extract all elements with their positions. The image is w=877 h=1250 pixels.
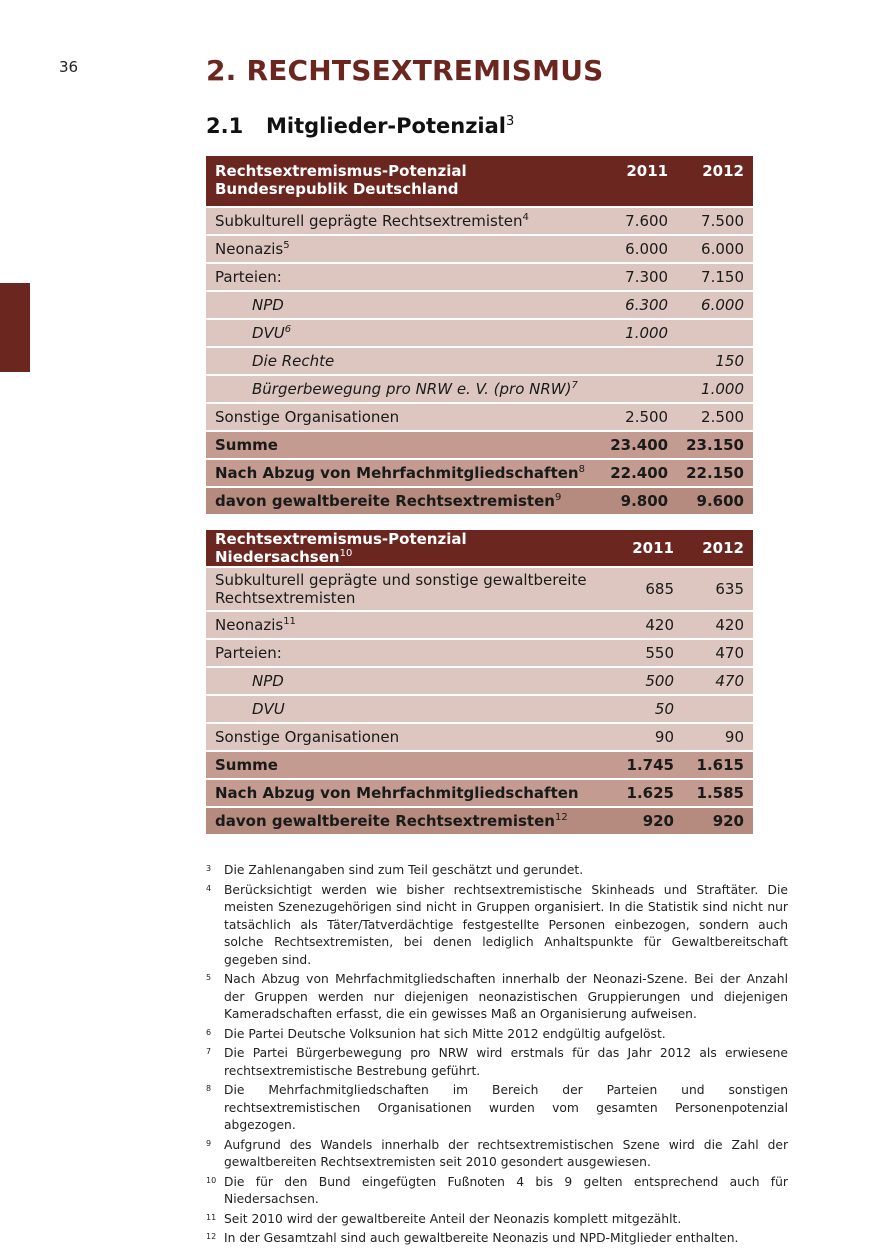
value-2012: 2.500: [677, 403, 753, 431]
value-2012: 6.000: [677, 291, 753, 319]
value-2011: [597, 375, 677, 403]
page-number: 36: [59, 58, 79, 76]
footnote-text: Die Partei Bürgerbewegung pro NRW wird erstmals für das Jahr 2012 als erwiesene rechtsextremistische Bestrebung geführt.: [224, 1046, 788, 1078]
value-2011: 1.745: [603, 751, 683, 779]
value-2012: 1.000: [677, 375, 753, 403]
table-header-row: [206, 530, 753, 567]
row-label: Parteien:: [215, 268, 282, 286]
value-2011: 22.400: [597, 459, 677, 487]
value-2012: 23.150: [677, 431, 753, 459]
row-label: Summe: [215, 756, 278, 774]
value-2012: 150: [677, 347, 753, 375]
header-year-2012: 2012: [683, 530, 753, 567]
value-2011: 23.400: [597, 431, 677, 459]
row-label: Sonstige Organisationen: [215, 728, 400, 746]
table-header-title: [206, 530, 603, 567]
value-2012: 7.150: [677, 263, 753, 291]
footnote-number: 12: [206, 1232, 217, 1241]
table-header-title: [206, 156, 597, 207]
footnote: [206, 862, 788, 880]
value-2012: 7.500: [677, 207, 753, 235]
footnote-number: 7: [206, 1047, 212, 1056]
footnote-text: Aufgrund des Wandels innerhalb der rechtsextremistischen Szene wird die Zahl der gewaltbereiten Rechtsextremisten seit 2010 gesondert ausgewiesen.: [224, 1137, 788, 1169]
row-label: NPD: [252, 296, 284, 314]
chapter-side-tab: [0, 283, 30, 372]
header-title-line1: Rechtsextremismus-Potenzial: [215, 162, 467, 180]
value-2012: 470: [683, 667, 753, 695]
value-2012: 1.585: [683, 779, 753, 807]
table-bund: [206, 156, 753, 516]
row-label: Bürgerbewegung pro NRW e. V. (pro NRW): [252, 380, 572, 398]
footnote-text: Die Mehrfachmitgliedschaften im Bereich der Parteien und sonstigen rechtsextremistischen Organisationen wurden vom gesamten Personenpotenzial abgezogen.: [224, 1083, 788, 1132]
footnote-ref: 8: [578, 464, 585, 475]
value-2012: 9.600: [677, 487, 753, 515]
table-row: [206, 667, 753, 695]
value-2012: 920: [683, 807, 753, 835]
value-2012: 1.615: [683, 751, 753, 779]
footnote-text: Die Zahlenangaben sind zum Teil geschätzt und gerundet.: [224, 863, 584, 877]
row-label: Nach Abzug von Mehrfachmitgliedschaften: [215, 464, 579, 482]
header-year-2012: 2012: [677, 156, 753, 207]
row-label: Subkulturell geprägte und sonstige gewaltbereite Rechtsextremisten: [215, 571, 587, 607]
footnote: [206, 1137, 788, 1172]
footnote-ref: 11: [283, 616, 296, 627]
table-row: [206, 319, 753, 347]
row-label: Neonazis: [215, 240, 284, 258]
footnote-number: 8: [206, 1084, 212, 1093]
value-2011: 550: [603, 639, 683, 667]
footnote-text: Die Partei Deutsche Volksunion hat sich Mitte 2012 endgültig aufgelöst.: [224, 1026, 666, 1041]
value-2011: 1.000: [597, 319, 677, 347]
row-label: Die Rechte: [252, 352, 335, 370]
value-2011: 50: [603, 695, 683, 723]
table-row: [206, 611, 753, 639]
value-2011: 2.500: [597, 403, 677, 431]
table-niedersachsen: [206, 530, 753, 836]
row-label: davon gewaltbereite Rechtsextremisten: [215, 492, 555, 510]
footnote-ref: 6: [284, 324, 292, 335]
chapter-title: 2. RECHTSEXTREMISMUS: [206, 54, 604, 87]
footnote-text: Die für den Bund eingefügten Fußnoten 4 bis 9 gelten entsprechend auch für Niedersachsen.: [224, 1174, 788, 1206]
footnote: [206, 1082, 788, 1135]
table-row: [206, 695, 753, 723]
row-label: Subkulturell geprägte Rechtsextremisten: [215, 212, 523, 230]
value-2012: 420: [683, 611, 753, 639]
row-label: Parteien:: [215, 644, 282, 662]
table-row-net-total: [206, 779, 753, 807]
row-label: davon gewaltbereite Rechtsextremisten: [215, 812, 555, 830]
section-number: 2.1: [206, 114, 244, 138]
footnote-number: 6: [206, 1027, 212, 1037]
footnotes: [206, 862, 788, 1250]
footnote-ref: 7: [571, 380, 578, 391]
header-title-line2: Bundesrepublik Deutschland: [215, 180, 459, 198]
footnote-text: Berücksichtigt werden wie bisher rechtsextremistische Skinheads und Straftäter. Die meisten Szenezugehörigen sind nicht in Gruppen organisiert. In die Statistik sind nicht nur tatsächlich als Täter/Tatverdächtige festgestellte Personen einbezogen, sondern auch solche Rechtsextremisten, bei denen lediglich Anhaltspunkte für Gewaltbereitschaft gegeben sind.: [224, 882, 788, 967]
footnote: [206, 1211, 788, 1229]
value-2011: 1.625: [603, 779, 683, 807]
footnote-ref: 12: [554, 812, 568, 823]
value-2011: 7.300: [597, 263, 677, 291]
footnote-number: 4: [206, 883, 212, 893]
table-row: [206, 567, 753, 611]
table-row-violent: [206, 487, 753, 515]
table-row: [206, 375, 753, 403]
footnote-ref: 5: [283, 240, 290, 251]
footnote-number: 3: [206, 864, 212, 873]
footnote-ref: 4: [522, 212, 529, 223]
value-2012: [677, 319, 753, 347]
value-2011: 90: [603, 723, 683, 751]
value-2011: 420: [603, 611, 683, 639]
footnote-number: 5: [206, 973, 212, 982]
table-row: [206, 723, 753, 751]
footnote: [206, 971, 788, 1024]
value-2011: 9.800: [597, 487, 677, 515]
row-label: Neonazis: [215, 616, 284, 634]
header-year-2011: 2011: [597, 156, 677, 207]
table-row: [206, 639, 753, 667]
table-row: [206, 291, 753, 319]
value-2012: 6.000: [677, 235, 753, 263]
value-2011: 6.300: [597, 291, 677, 319]
row-label: Nach Abzug von Mehrfachmitgliedschaften: [215, 784, 579, 802]
footnote-ref: 10: [339, 548, 353, 559]
value-2012: 22.150: [677, 459, 753, 487]
value-2012: 635: [683, 567, 753, 611]
table-row: [206, 263, 753, 291]
footnote: [206, 1230, 788, 1248]
footnote-ref: 9: [554, 492, 562, 503]
footnote-number: 9: [206, 1138, 212, 1148]
table-header-row: [206, 156, 753, 207]
footnote-text: In der Gesamtzahl sind auch gewaltbereite Neonazis und NPD-Mitglieder enthalten.: [224, 1231, 739, 1245]
table-row: [206, 403, 753, 431]
table-row-violent: [206, 807, 753, 835]
section-title-text: Mitglieder-Potenzial: [266, 114, 506, 138]
table-row-total: [206, 431, 753, 459]
footnote-number: 11: [206, 1212, 217, 1222]
footnote: [206, 1045, 788, 1080]
table-row-net-total: [206, 459, 753, 487]
value-2011: 920: [603, 807, 683, 835]
footnote-text: Nach Abzug von Mehrfachmitgliedschaften innerhalb der Neonazi-Szene. Bei der Anzahl der Gruppen werden nur diejenigen neonazistischen Gruppierungen und diejenigen Kameradschaften erfasst, die ein gewisses Maß an Organisierung aufweisen.: [224, 972, 788, 1021]
footnote: [206, 882, 788, 970]
value-2012: [683, 695, 753, 723]
table-row: [206, 235, 753, 263]
footnote-number: 10: [206, 1175, 217, 1185]
row-label: NPD: [252, 672, 284, 690]
footnote: [206, 1174, 788, 1209]
value-2011: 500: [603, 667, 683, 695]
row-label: DVU: [252, 324, 285, 342]
value-2012: 90: [683, 723, 753, 751]
row-label: Summe: [215, 436, 278, 454]
header-title: Rechtsextremismus-Potenzial Niedersachsen: [215, 530, 467, 566]
footnote: [206, 1026, 788, 1044]
footnote-ref: 3: [506, 114, 515, 129]
value-2011: [597, 347, 677, 375]
value-2012: 470: [683, 639, 753, 667]
value-2011: 685: [603, 567, 683, 611]
row-label: DVU: [252, 700, 285, 718]
table-row: [206, 347, 753, 375]
value-2011: 6.000: [597, 235, 677, 263]
row-label: Sonstige Organisationen: [215, 408, 400, 426]
value-2011: 7.600: [597, 207, 677, 235]
section-title: [206, 114, 514, 138]
table-row: [206, 207, 753, 235]
table-row-total: [206, 751, 753, 779]
footnote-text: Seit 2010 wird der gewaltbereite Anteil der Neonazis komplett mitgezählt.: [224, 1211, 682, 1226]
header-year-2011: 2011: [603, 530, 683, 567]
